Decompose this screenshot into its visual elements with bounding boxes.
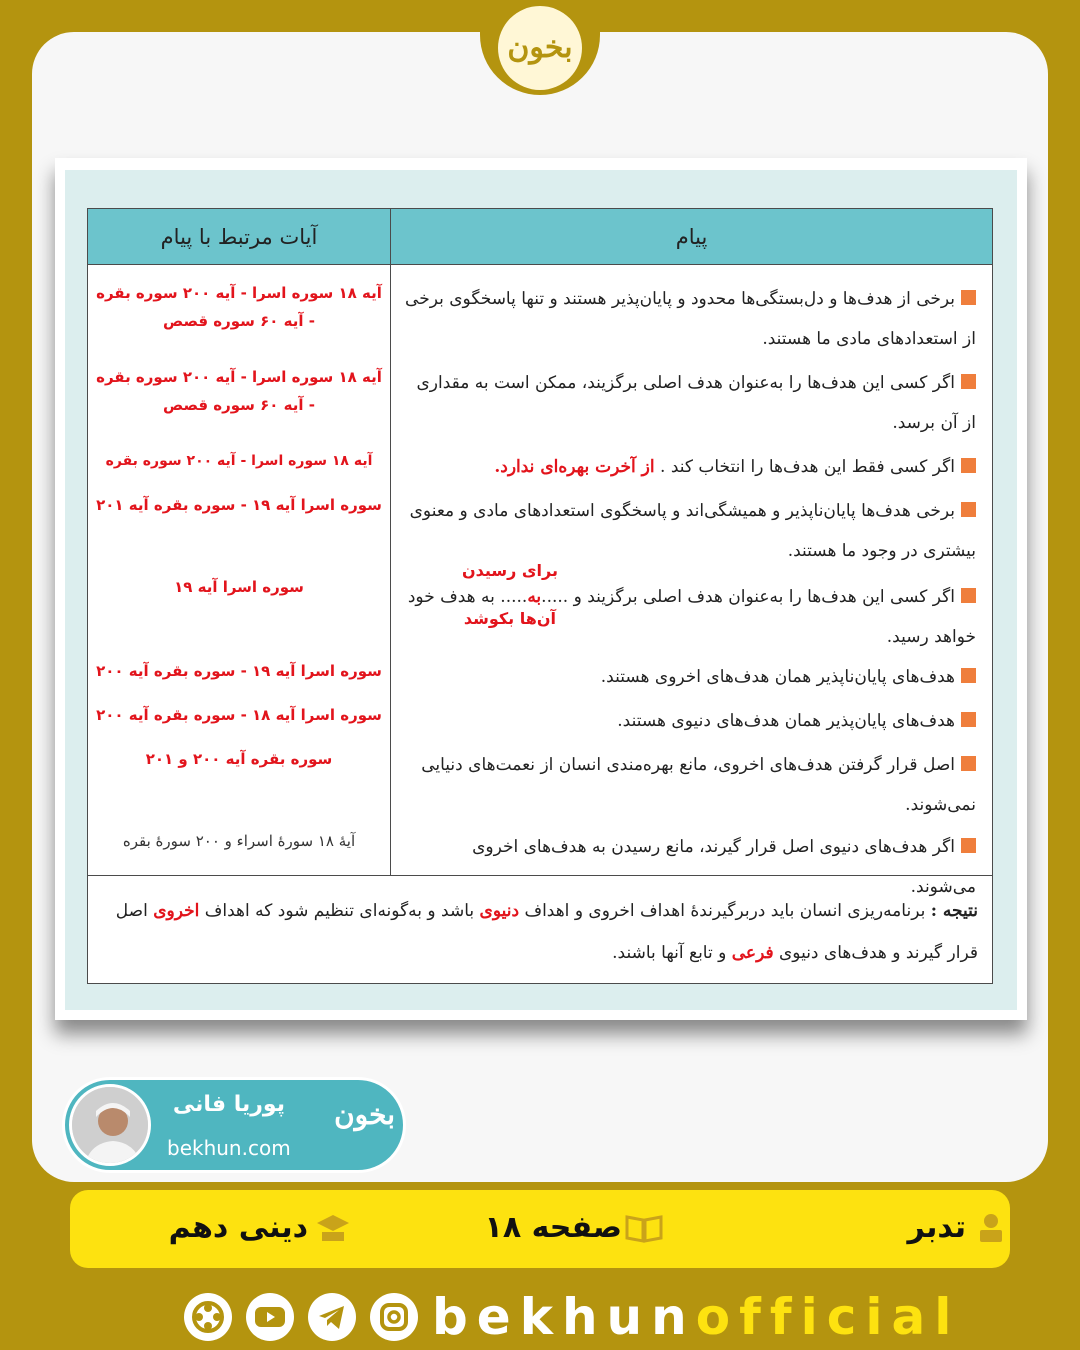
verse-reference: آیه ۱۸ سوره اسرا - آیه ۲۰۰ سوره بقره - آیه ۶۰ سوره قصص	[96, 368, 382, 414]
handwritten-answer: دنیوی	[479, 900, 520, 921]
brand-handle-a: bekhun	[432, 1288, 696, 1346]
conclusion-text: باشد و به‌گونه‌ای تنظیم شود که اهداف	[204, 900, 475, 921]
message-row	[403, 827, 976, 897]
verse-reference: سوره اسرا آیه ۱۸ - سوره بقره آیه ۲۰۰	[96, 706, 382, 724]
author-profile[interactable]	[62, 1077, 406, 1173]
brand-logo-text: بخون	[507, 30, 573, 65]
bullet-icon	[961, 588, 976, 603]
conclusion-label: نتیجه :	[930, 900, 978, 921]
bullet-icon	[961, 838, 976, 853]
conclusion-text: برنامه‌ریزی انسان باید دربرگیرندهٔ اهداف اخروی و اهداف	[524, 900, 926, 921]
bullet-icon	[961, 374, 976, 389]
verse-reference: سوره اسرا آیه ۱۹ - سوره بقره آیه ۲۰۱	[96, 496, 382, 514]
verse-reference: آیه ۱۸ سوره اسرا - آیه ۲۰۰ سوره بقره	[105, 453, 373, 469]
bullet-icon	[961, 712, 976, 727]
handwritten-answer: از آخرت بهره‌ای ندارد.	[494, 457, 655, 477]
message-row	[403, 363, 976, 447]
verse-reference: سوره اسرا آیه ۱۹ - سوره بقره آیه ۲۰۰	[96, 662, 382, 680]
message-text: هدف‌های پایان‌ناپذیر همان هدف‌های اخروی هستند.	[600, 667, 955, 687]
section-label	[907, 1210, 1008, 1245]
messages-column	[391, 265, 993, 897]
handwritten-answer: برای رسیدن	[461, 561, 558, 580]
header-verses: آیات مرتبط با پیام	[88, 209, 391, 265]
page-text: صفحه ۱۸	[484, 1210, 622, 1245]
header-message: پیام	[391, 209, 993, 265]
message-text: برخی از هدف‌ها و دل‌بستگی‌ها محدود و پایان‌پذیر هستند و تنها پاسخگوی برخی از استعدادهای مادی ما هستند.	[405, 289, 976, 349]
course-label	[169, 1210, 350, 1245]
instagram-icon[interactable]	[370, 1293, 418, 1341]
message-row	[403, 561, 976, 657]
lesson-info-bar	[70, 1190, 1010, 1268]
handwritten-answer: اخروی	[153, 900, 200, 921]
brand-handle-b: official	[695, 1288, 961, 1346]
message-text: اگر کسی فقط این هدف‌ها را انتخاب کند	[670, 457, 955, 477]
bullet-icon	[961, 290, 976, 305]
book-icon	[630, 1212, 664, 1244]
bullet-icon	[961, 756, 976, 771]
brand-logo-badge	[498, 6, 582, 90]
verse-reference: سوره اسرا آیه ۱۹	[174, 578, 304, 596]
verse-reference: آیهٔ ۱۸ سورهٔ اسراء و ۲۰۰ سورهٔ بقره	[122, 832, 356, 850]
message-text: برخی هدف‌ها پایان‌ناپذیر و همیشگی‌اند و پاسخگوی استعدادهای مادی و معنوی بیشتری در وجود ما هستند.	[409, 501, 976, 561]
message-text: اگر هدف‌های دنیوی اصل قرار گیرند، مانع رسیدن به هدف‌های اخروی می‌شوند.	[472, 837, 976, 897]
conclusion	[88, 875, 993, 983]
brand-handle[interactable]	[432, 1284, 960, 1350]
message-verse-table	[87, 208, 993, 984]
youtube-icon[interactable]	[246, 1293, 294, 1341]
conclusion-text: و تابع آنها باشند.	[612, 942, 727, 963]
verses-column	[88, 265, 391, 876]
message-row	[403, 701, 976, 745]
textbook-page-inner	[65, 170, 1017, 1010]
handwritten-answer: فرعی	[731, 942, 774, 963]
aparat-icon[interactable]	[184, 1293, 232, 1341]
course-text: دینی دهم	[168, 1210, 308, 1245]
textbook-page	[55, 158, 1027, 1020]
social-footer	[0, 1284, 1080, 1350]
message-text: اگر کسی این هدف‌ها را به‌عنوان هدف اصلی برگزیند و .....	[541, 587, 955, 607]
verse-reference: آیه ۱۸ سوره اسرا - آیه ۲۰۰ سوره بقره - آیه ۶۰ سوره قصص	[96, 284, 382, 330]
bullet-icon	[961, 458, 976, 473]
handwritten-answer: آن‌ها بکوشد	[463, 609, 556, 628]
author-name: پوریا فانی	[172, 1092, 285, 1117]
telegram-icon[interactable]	[308, 1293, 356, 1341]
bullet-icon	[961, 668, 976, 683]
message-row	[403, 745, 976, 827]
section-text: تدبر	[907, 1210, 966, 1245]
message-row	[403, 657, 976, 701]
message-text: هدف‌های پایان‌پذیر همان هدف‌های دنیوی هستند.	[617, 711, 955, 731]
avatar	[69, 1084, 151, 1166]
bullet-icon	[961, 502, 976, 517]
teacher-icon	[974, 1212, 1008, 1244]
verse-reference: سوره بقره آیه ۲۰۰ و ۲۰۱	[145, 750, 333, 768]
author-site[interactable]: bekhun.com	[167, 1136, 291, 1160]
message-text: اصل قرار گرفتن هدف‌های اخروی، مانع بهره‌مندی انسان از نعمت‌های دنیایی نمی‌شوند.	[421, 755, 976, 815]
message-row	[403, 279, 976, 363]
message-text: ..... به هدف خود خواهد رسید.	[407, 587, 976, 647]
conclusion-text: اصل قرار گیرند و هدف‌های دنیوی	[115, 900, 978, 963]
profile-logo: بخون	[334, 1098, 395, 1131]
page-label	[485, 1210, 664, 1245]
handwritten-answer: به	[527, 587, 542, 607]
message-text: اگر کسی این هدف‌ها را به‌عنوان هدف اصلی برگزیند، ممکن است به مقداری از آن برسد.	[416, 373, 976, 433]
graduation-cap-icon	[316, 1212, 350, 1244]
message-row: اگر کسی فقط این هدف‌ها را انتخاب کند . از آخرت بهره‌ای ندارد.	[403, 447, 976, 491]
